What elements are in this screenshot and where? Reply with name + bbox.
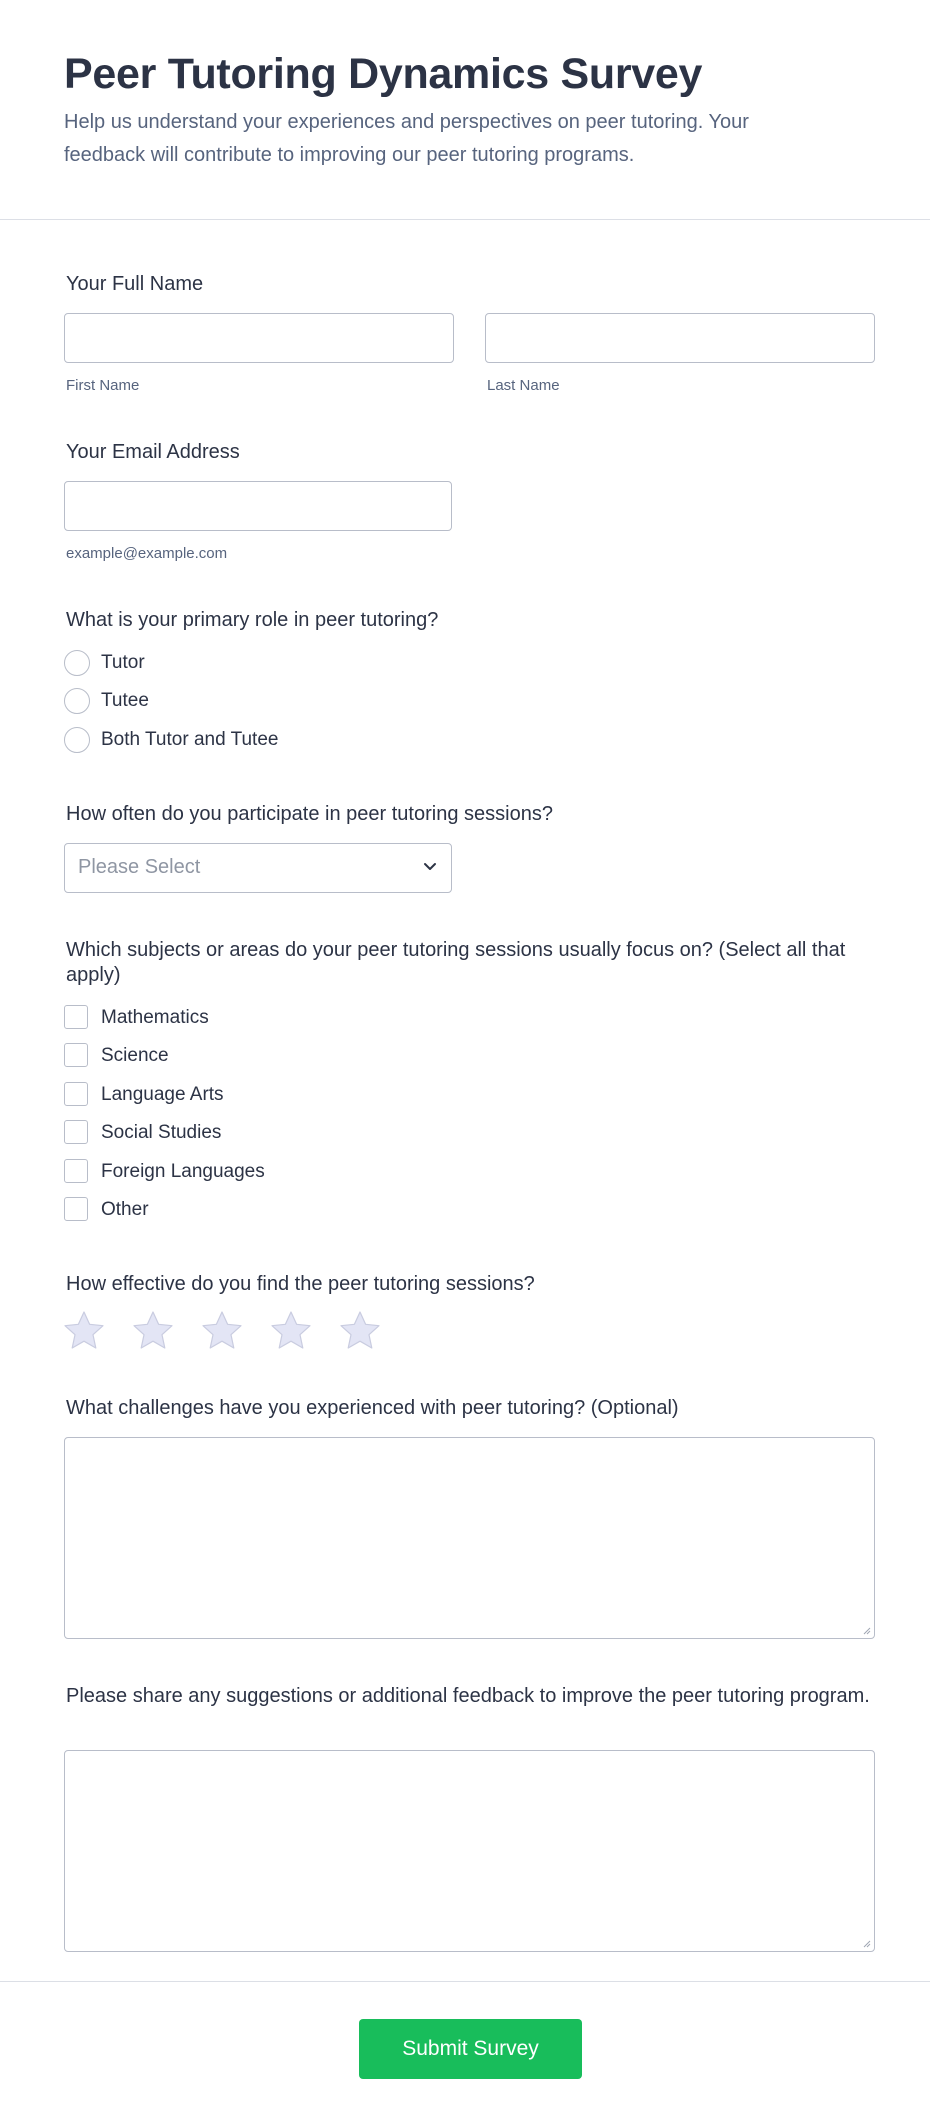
radio-option-label: Tutor — [101, 652, 145, 673]
resize-handle-icon[interactable] — [861, 1938, 871, 1948]
radio-button[interactable] — [64, 727, 90, 753]
radio-button[interactable] — [64, 688, 90, 714]
email-input[interactable] — [64, 481, 452, 531]
checkbox[interactable] — [64, 1082, 88, 1106]
checkbox-option-label: Language Arts — [101, 1084, 224, 1105]
role-question-label: What is your primary role in peer tutoring? — [66, 609, 439, 631]
last-name-sublabel: Last Name — [487, 377, 560, 394]
radio-option-label: Both Tutor and Tutee — [101, 729, 279, 750]
checkbox[interactable] — [64, 1005, 88, 1029]
radio-option-label: Tutee — [101, 690, 149, 711]
checkbox-option-label: Social Studies — [101, 1122, 222, 1143]
frequency-question-label: How often do you participate in peer tutoring sessions? — [66, 803, 553, 825]
star-icon[interactable] — [339, 1310, 381, 1350]
checkbox[interactable] — [64, 1159, 88, 1183]
page-title: Peer Tutoring Dynamics Survey — [64, 50, 703, 98]
checkbox-option-label: Mathematics — [101, 1007, 209, 1028]
footer-divider — [0, 1981, 930, 1982]
checkbox-option-label: Other — [101, 1199, 149, 1220]
suggestions-textarea[interactable] — [64, 1750, 875, 1952]
subjects-question-label: Which subjects or areas do your peer tutoring sessions usually focus on? (Select all that apply) — [66, 939, 846, 986]
frequency-select[interactable] — [64, 843, 452, 893]
resize-handle-icon[interactable] — [861, 1625, 871, 1635]
star-icon[interactable] — [270, 1310, 312, 1350]
email-sublabel: example@example.com — [66, 545, 228, 562]
first-name-input[interactable] — [64, 313, 454, 363]
checkbox[interactable] — [64, 1043, 88, 1067]
challenges-question-label: What challenges have you experienced with peer tutoring? (Optional) — [66, 1397, 679, 1419]
radio-button[interactable] — [64, 650, 90, 676]
form-header — [0, 0, 930, 220]
last-name-input[interactable] — [485, 313, 875, 363]
star-icon[interactable] — [63, 1310, 105, 1350]
checkbox-option-label: Science — [101, 1045, 169, 1066]
suggestions-question-label: Please share any suggestions or additional feedback to improve the peer tutoring program. — [66, 1685, 870, 1707]
checkbox[interactable] — [64, 1197, 88, 1221]
first-name-sublabel: First Name — [66, 377, 140, 394]
star-icon[interactable] — [132, 1310, 174, 1350]
page-subtitle: Help us understand your experiences and perspectives on peer tutoring. Your feedback will contribute to improving our peer tutoring programs. — [64, 111, 749, 166]
full-name-label: Your Full Name — [66, 273, 204, 295]
effectiveness-question-label: How effective do you find the peer tutoring sessions? — [66, 1273, 535, 1295]
select-value: Please Select — [78, 856, 201, 878]
checkbox-option-label: Foreign Languages — [101, 1161, 265, 1182]
star-icon[interactable] — [201, 1310, 243, 1350]
chevron-down-icon — [419, 856, 441, 878]
challenges-textarea[interactable] — [64, 1437, 875, 1639]
checkbox[interactable] — [64, 1120, 88, 1144]
submit-survey-button[interactable]: Submit Survey — [359, 2019, 582, 2079]
email-label: Your Email Address — [66, 441, 240, 463]
